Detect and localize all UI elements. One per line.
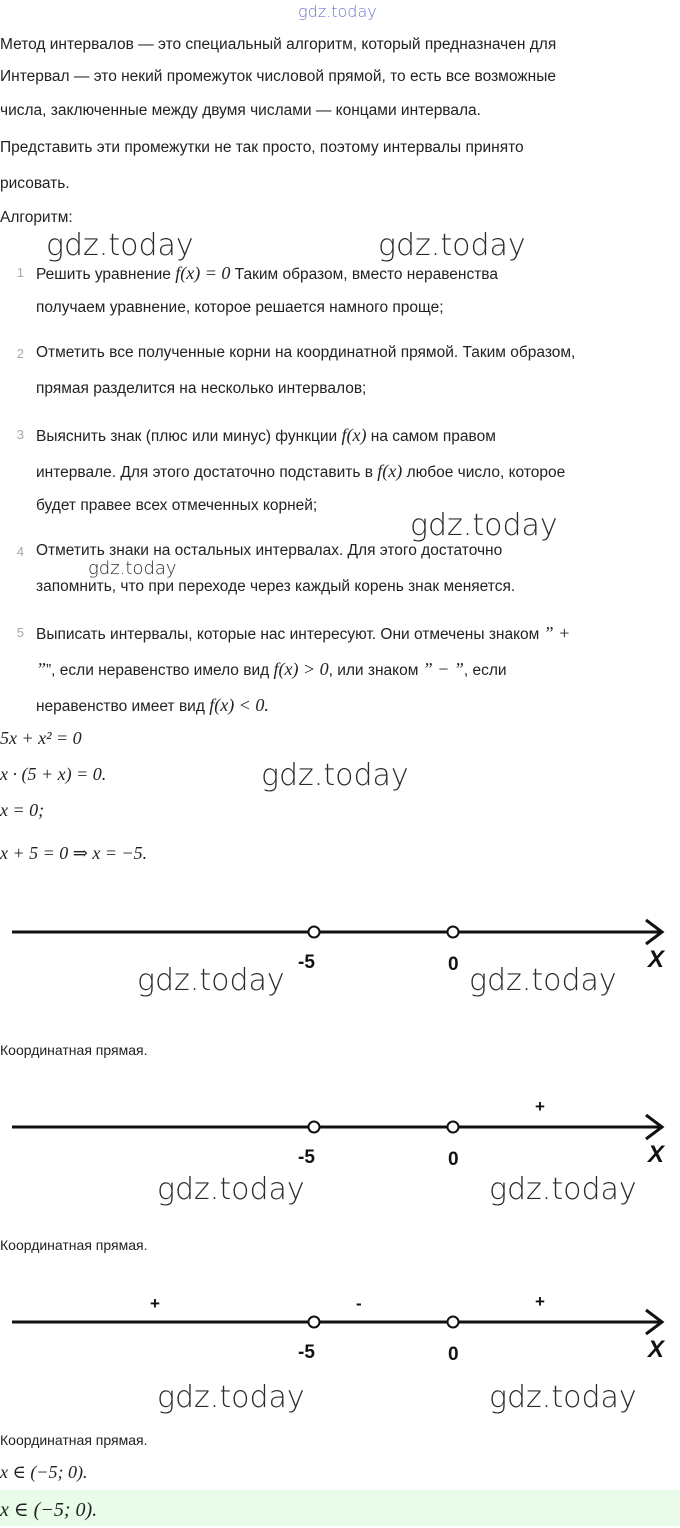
axis-x-label: X (648, 946, 665, 973)
step-3-text-end: будет правее всех отмеченных корней; (36, 497, 318, 514)
intro-line-1: Метод интервалов — это специальный алгоритм, который предназначен для (0, 36, 557, 53)
caption: Координатная прямая. (0, 1042, 148, 1058)
root-label: 0 (448, 1344, 459, 1365)
step-3-text-cont: интервале. Для этого достаточно подставить в f(x) любое число, которое (36, 461, 566, 481)
root-point (309, 1122, 320, 1133)
watermark: gdz.today (410, 508, 558, 543)
axis-x-label: X (648, 1336, 665, 1363)
watermark: gdz.today (489, 1172, 637, 1207)
root-point (448, 927, 459, 938)
answer-highlight (0, 1490, 680, 1526)
algorithm-title: Алгоритм: (0, 209, 73, 226)
number-line-3 (0, 1300, 680, 1346)
equation-3: x = 0; (0, 800, 45, 820)
root-label: -5 (298, 1147, 315, 1168)
caption: Координатная прямая. (0, 1432, 148, 1448)
root-point (448, 1317, 459, 1328)
sign-label: + (535, 1292, 545, 1311)
step-number: 1 (16, 265, 24, 280)
watermark-top: gdz.today (298, 2, 377, 21)
number-line-2 (0, 1105, 680, 1151)
answer-1: x ∈ (−5; 0). (0, 1462, 88, 1482)
intro-line-2: Интервал — это некий промежуток числовой прямой, то есть все возможные (0, 68, 556, 85)
step-2-text: Отметить все полученные корни на координатной прямой. Таким образом, (36, 344, 576, 361)
step-number: 2 (16, 346, 24, 361)
watermark: gdz.today (261, 758, 409, 793)
watermark: gdz.today (378, 228, 526, 263)
step-2-text-cont: прямая разделится на несколько интервалов; (36, 380, 367, 397)
root-label: -5 (298, 952, 315, 973)
step-3-text: Выяснить знак (плюс или минус) функции f(x) на самом правом (36, 425, 496, 445)
axis-x-label: X (648, 1141, 665, 1168)
equation-4: x + 5 = 0 ⇒ x = −5. (0, 843, 148, 863)
root-label: 0 (448, 954, 459, 975)
intro-line-4: Представить эти промежутки не так просто, поэтому интервалы принято (0, 139, 524, 156)
root-point (309, 927, 320, 938)
root-point (448, 1122, 459, 1133)
root-point (309, 1317, 320, 1328)
sign-label: + (150, 1294, 160, 1313)
step-4-text: Отметить знаки на остальных интервалах. Для этого достаточно (36, 542, 503, 559)
watermark: gdz.today (489, 1380, 637, 1415)
watermark: gdz.today (46, 228, 194, 263)
answer-2: x ∈ (−5; 0). (0, 1499, 98, 1521)
step-5-text-end: неравенство имеет вид f(x) < 0. (36, 695, 269, 715)
step-number: 4 (16, 544, 24, 559)
equation-1: 5x + x² = 0 (0, 728, 82, 748)
watermark: gdz.today (157, 1380, 305, 1415)
step-5-text-cont: ””, если неравенство имело вид f(x) > 0, или знаком ” − ”, если (36, 659, 507, 679)
step-number: 3 (16, 427, 24, 442)
sign-label: - (356, 1294, 362, 1313)
step-5-text: Выписать интервалы, которые нас интересуют. Они отмечены знаком ” + (36, 623, 571, 643)
caption: Координатная прямая. (0, 1237, 148, 1253)
step-1-text: Решить уравнение f(x) = 0 Таким образом, вместо неравенства (36, 263, 498, 283)
intro-line-3: числа, заключенные между двумя числами — концами интервала. (0, 102, 481, 119)
step-1-text-cont: получаем уравнение, которое решается намного проще; (36, 299, 444, 316)
sign-label: + (535, 1097, 545, 1116)
step-4-text-cont: запомнить, что при переходе через каждый корень знак меняется. (36, 578, 516, 595)
number-line-1 (0, 910, 680, 956)
root-label: 0 (448, 1149, 459, 1170)
root-label: -5 (298, 1342, 315, 1363)
watermark: gdz.today (157, 1172, 305, 1207)
equation-2: x · (5 + x) = 0. (0, 764, 107, 784)
watermark: gdz.today (88, 558, 177, 579)
step-number: 5 (16, 625, 24, 640)
watermark: gdz.today (137, 963, 285, 998)
intro-line-5: рисовать. (0, 175, 70, 192)
watermark: gdz.today (469, 963, 617, 998)
